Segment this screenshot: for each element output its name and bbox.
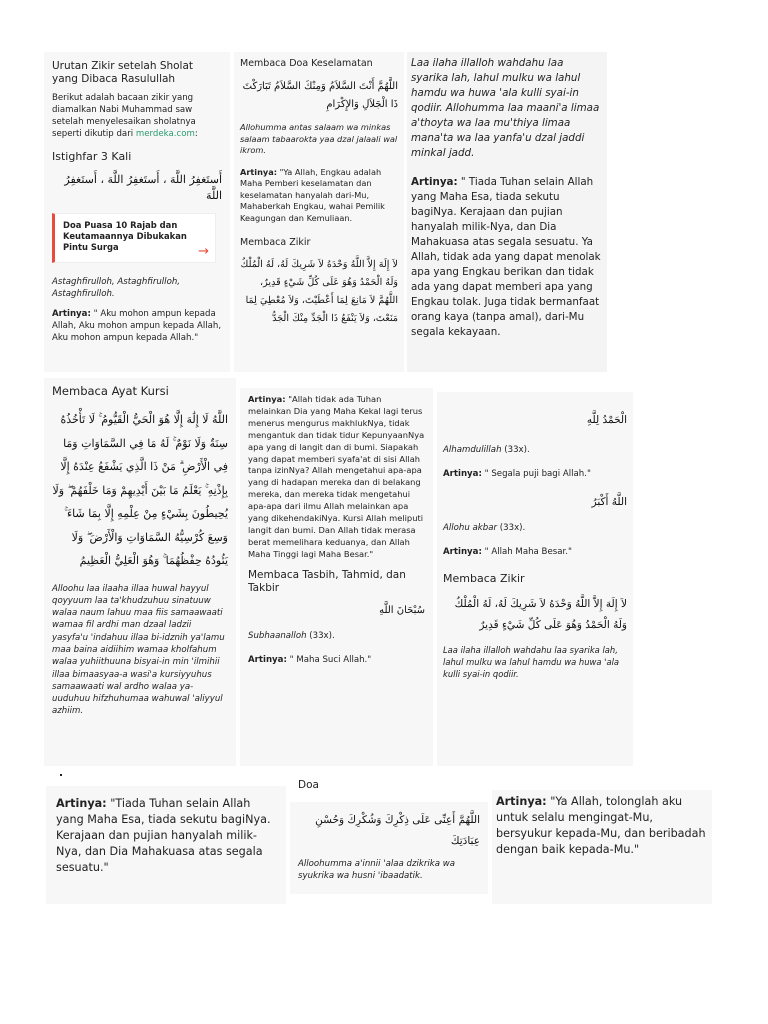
tasbih-arabic: سُبْحَانَ اللَّهِ: [379, 604, 425, 616]
zikir-latin: Laa ilaha illalloh wahdahu laa syarika lah, lahul mulku wa lahul hamdu wa huwa 'ala kulli syai-in qodiir. Allohumma laa maani'a limaa a'thoyta wa laa mu'thiya limaa mana'ta wa laa yanfa'u dzal jaddi minkal jadd.: [411, 57, 600, 159]
doa-keselamatan-heading: Membaca Doa Keselamatan: [240, 58, 373, 69]
zikir-latin-2: Laa ilaha illalloh wahdahu laa syarika lah, lahul mulku wa lahul hamdu wa huwa 'ala kulli syai-in qodiir.: [443, 645, 620, 679]
takbir-latin-text: Allohu akbar: [443, 523, 498, 533]
ayat-kursi-meaning-text: "Allah tidak ada Tuhan melainkan Dia yang Maha Kekal lagi terus menerus mengurus makhlukNya, tidak mengantuk dan tidak tidur KepunyaanNya apa yang di langit dan di bumi. Siapakah yang dapat memberi syafa'at di sisi Allah tanpa izinNya? Allah mengetahui apa-apa yang di hadapan mereka dan di belakang mereka, dan mereka tidak mengetahui apa-apa dari ilmu Allah melainkan apa yang dikehendakiNya. Kursi Allah meliputi langit dan bumi. Dan Allah tidak merasa berat memelihara keduanya, dan Allah Maha Tinggi lagi Maha Besar.": [248, 394, 425, 559]
panel-zikir-latin: [407, 52, 607, 372]
takbir-latin: [443, 522, 627, 534]
tasbih-latin: [248, 630, 425, 642]
zikir-heading-2: Membaca Zikir: [443, 572, 525, 585]
bullet-dot: [60, 774, 62, 776]
intro-text-body: Berikut adalah bacaan zikir yang diamalkan Nabi Muhammad saw setelah menyelesaikan sholatnya seperti dikutip dari: [52, 93, 196, 139]
zikir-meaning: [411, 175, 603, 340]
artinya-label: Artinya:: [52, 309, 91, 319]
ayat-kursi-latin: Alloohu laa ilaaha illaa huwal hayyul qoyyuum laa ta'khudzuhuu sinatuuw walaa naum lahuu maa fiis samaawaati wamaa fil ardhi man dzaal ladzii yasyfa'u 'indahuu illaa bi-idznih ya'lamu maa baina aidiihim wamaa kholfahum walaa yuhiithuuna bisyai-in min 'ilmihii illaa bimaasyaa-a wasi'a kursiyyuhus samaawaati wal ardho walaa ya-uuduhuu hifzhuhumaa wahuwal 'aliyyul azhiim.: [52, 583, 225, 717]
artinya-label: Artinya:: [248, 394, 286, 404]
ayat-kursi-arabic: اللَّهُ لَا إِلَٰهَ إِلَّا هُوَ الْحَيُّ الْقَيُّومُ ۚ لَا تَأْخُذُهُ سِنَةٌ وَلَا نَوْمٌ ۚ لَهُ مَا فِي السَّمَاوَاتِ وَمَا فِي الْأَرْضِ ۗ مَنْ ذَا الَّذِي يَشْفَعُ عِنْدَهُ إِلَّا بِإِذْنِهِ ۚ يَعْلَمُ مَا بَيْنَ أَيْدِيهِمْ وَمَا خَلْفَهُمْ ۖ وَلَا يُحِيطُونَ بِشَيْءٍ مِنْ عِلْمِهِ إِلَّا بِمَا شَاءَ ۚ وَسِعَ كُرْسِيُّهُ السَّمَاوَاتِ وَالْأَرْضَ ۖ وَلَا يَئُودُهُ حِفْظُهُمَا ۚ وَهُوَ الْعَلِيُّ الْعَظِيمُ: [52, 413, 228, 567]
tasbih-count: (33x).: [306, 630, 335, 641]
artinya-label: Artinya:: [248, 654, 287, 665]
istighfar-heading: Istighfar 3 Kali: [52, 150, 132, 163]
zikir-meaning-2: [56, 796, 276, 876]
doa-meaning: [496, 794, 708, 858]
zikir-meaning-2-text: "Tiada Tuhan selain Allah yang Maha Esa, tiada sekutu bagiNya. Kerajaan dan pujian hanyalah milik-Nya, dan Dia Mahakuasa atas segala sesuatu.": [56, 797, 271, 874]
artinya-label: Artinya:: [411, 176, 458, 188]
tahmid-meaning: [443, 468, 627, 480]
takbir-meaning: [443, 546, 627, 558]
doa-keselamatan-latin: Allohumma antas salaam wa minkas salaam tabaarokta yaa dzal jalaali wal ikrom.: [240, 122, 398, 155]
artinya-label: Artinya:: [496, 795, 547, 808]
tahmid-latin-text: Alhamdulillah: [443, 445, 502, 455]
intro-text: [52, 92, 222, 140]
takbir-count: (33x).: [497, 523, 526, 533]
arrow-right-icon: →: [198, 244, 209, 259]
takbir-arabic: اللَّهُ أَكْبَرُ: [591, 496, 627, 508]
doa-keselamatan-meaning: [240, 167, 398, 225]
doa-keselamatan-meaning-text: "Ya Allah, Engkau adalah Maha Pemberi keselamatan dan keselamatan hanyalah dari-Mu, Mahaberkah Engkau, wahai Pemilik Keagungan dan Kemuliaan.: [240, 166, 385, 223]
istighfar-meaning: [52, 308, 224, 344]
doa-meaning-text: "Ya Allah, tolonglah aku untuk selalu mengingat-Mu, bersyukur kepada-Mu, dan beribadah dengan baik kepada-Mu.": [496, 795, 706, 856]
istighfar-arabic: أَستَغفِرُ اللَّهَ ، أَستَغفِرُ اللَّهَ ، أَستَغفِرُ اللَّهَ: [64, 173, 222, 202]
related-article-card[interactable]: [52, 213, 216, 263]
tasbih-heading: Membaca Tasbih, Tahmid, dan Takbir: [248, 568, 406, 594]
zikir-heading: Membaca Zikir: [240, 237, 311, 248]
intro-text-end: :: [194, 129, 198, 139]
panel-tasbih: [240, 388, 433, 766]
istighfar-latin: Astaghfirulloh, Astaghfirulloh, Astaghfirulloh.: [52, 277, 181, 299]
panel-doa-keselamatan: [234, 52, 404, 372]
article-title: Urutan Zikir setelah Sholat yang Dibaca Rasulullah: [52, 60, 194, 85]
ayat-kursi-heading: Membaca Ayat Kursi: [52, 384, 169, 398]
artinya-label: Artinya:: [443, 547, 482, 557]
tasbih-meaning-text: " Maha Suci Allah.": [286, 654, 372, 665]
artinya-label: Artinya:: [56, 797, 107, 810]
artinya-label: Artinya:: [240, 166, 278, 177]
related-article-title: Doa Puasa 10 Rajab dan Keutamaannya Dibukakan Pintu Surga: [63, 220, 187, 252]
tahmid-count: (33x).: [501, 445, 530, 455]
doa-latin: Alloohumma a'innii 'alaa dzikrika wa syukrika wa husni 'ibaadatik.: [298, 859, 456, 881]
istighfar-meaning-text: " Aku mohon ampun kepada Allah, Aku mohon ampun kepada Allah, Aku mohon ampun kepada Allah.": [52, 309, 222, 343]
tasbih-meaning: [248, 654, 425, 666]
panel-doa-meaning: [492, 790, 712, 904]
tahmid-meaning-text: " Segala puji bagi Allah.": [481, 469, 591, 479]
doa-arabic: اللَّهُمَّ أَعِنِّى عَلَى ذِكْرِكَ وَشُكْرِكَ وَحُسْنِ عِبَادَتِكَ: [315, 814, 480, 847]
ayat-kursi-meaning: [248, 394, 425, 561]
zikir-arabic-2: لاَ إِلَهَ إِلاَّ اللَّهُ وَحْدَهُ لاَ شَرِيكَ لَهُ، لَهُ الْمُلْكُ وَلَهُ الْحَمْدُ وَهُوَ عَلَى كُلِّ شَيْءٍ قَدِيرٌ: [454, 598, 627, 631]
zikir-arabic: لاَ إِلَهَ إِلاَّ اللَّهُ وَحْدَهُ لاَ شَرِيكَ لَهُ، لَهُ الْمُلْكُ وَلَهُ الْحَمْدُ وَهُوَ عَلَى كُلِّ شَيْءٍ قَدِيرٌ، اللَّهُمَّ لاَ مَانِعَ لِمَا أَعْطَيْتَ، وَلاَ مُعْطِيَ لِمَا مَنَعْتَ، وَلاَ يَنْفَعُ ذَا الْجَدِّ مِنْكَ الْجَدُّ: [240, 259, 398, 324]
takbir-meaning-text: " Allah Maha Besar.": [481, 547, 572, 557]
istighfar-latin-block: [52, 276, 224, 344]
panel-zikir-meaning: [46, 786, 286, 904]
tahmid-arabic: الْحَمْدُ لِلَّهِ: [586, 414, 627, 426]
source-link[interactable]: merdeka.com: [135, 129, 195, 139]
panel-tahmid-takbir: [437, 392, 633, 766]
doa-keselamatan-arabic: اللَّهُمَّ أَنْتَ السَّلاَمُ وَمِنْكَ السَّلاَمُ تَبَارَكْتَ ذَا الْجَلاَلِ وَالإِكْرَامِ: [242, 81, 398, 110]
doa-heading: Doa: [298, 779, 319, 791]
tasbih-latin-text: Subhaanalloh: [248, 630, 307, 641]
tahmid-latin: [443, 444, 627, 456]
zikir-meaning-text: " Tiada Tuhan selain Allah yang Maha Esa, tiada sekutu bagiNya. Kerajaan dan pujian hanyalah milik-Nya, dan Dia Mahakuasa atas segala sesuatu. Ya Allah, tidak ada yang dapat menolak apa yang Engkau berikan dan tidak ada yang dapat memberi apa yang Engkau tolak. Juga tidak bermanfaat orang kaya (tanpa amal), dari-Mu segala kekayaan.: [411, 176, 601, 338]
panel-doa: [290, 772, 488, 904]
panel-ayat-kursi: [44, 378, 236, 766]
doa-box: [290, 802, 488, 894]
artinya-label: Artinya:: [443, 469, 482, 479]
